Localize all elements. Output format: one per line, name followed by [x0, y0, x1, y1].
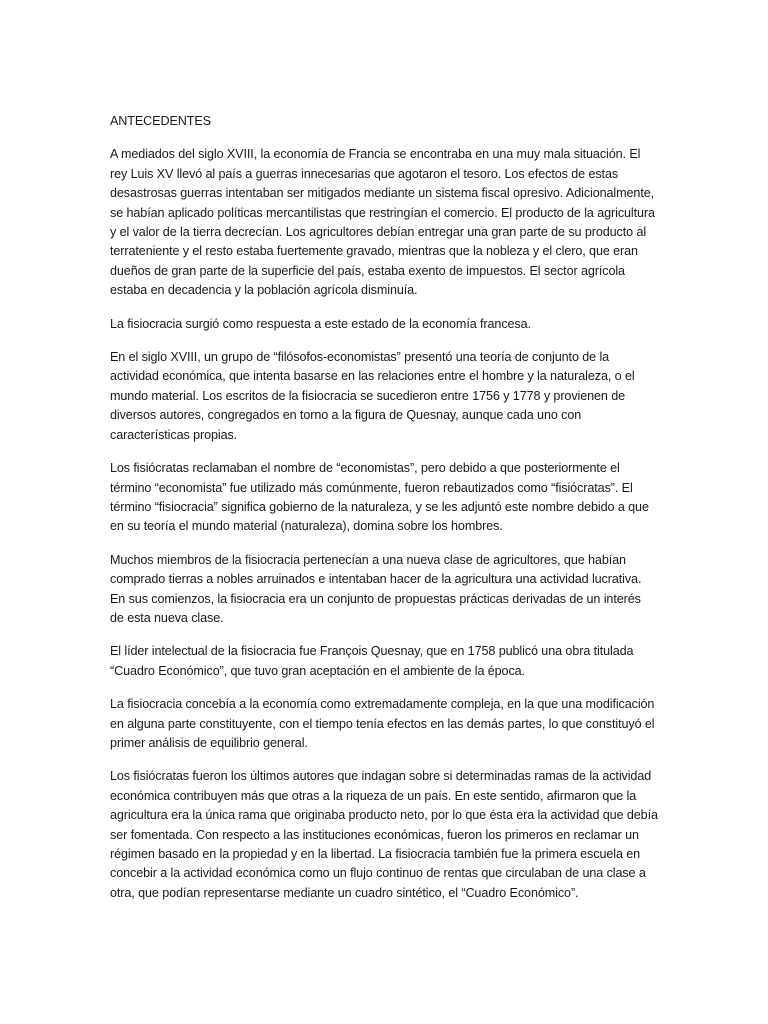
paragraph-2: La fisiocracia surgió como respuesta a este estado de la economía francesa.: [110, 316, 531, 331]
paragraph-5: Muchos miembros de la fisiocracia pertenecían a una nueva clase de agricultores, que habían comprado tierras a nobles arruinados e intentaban hacer de la agricultura una actividad lucrativa. En sus comienzos, la fisiocracia era un conjunto de propuestas prácticas derivadas de un interés de esta nueva clase.: [110, 552, 642, 625]
paragraph-7: La fisiocracia concebía a la economía como extremadamente compleja, en la que una modificación en alguna parte constituyente, con el tiempo tenía efectos en las demás partes, lo que constituyó el primer análisis de equilibrio general.: [110, 697, 655, 750]
paragraph-6: El líder intelectual de la fisiocracia fue François Quesnay, que en 1758 publicó una obra titulada “Cuadro Económico”, que tuvo gran aceptación en el ambiente de la época.: [110, 644, 634, 678]
section-heading: ANTECEDENTES: [110, 114, 211, 128]
paragraph-1: A mediados del siglo XVIII, la economía de Francia se encontraba en una muy mala situación. El rey Luis XV llevó al país a guerras innecesarias que agotaron el tesoro. Los efectos de estas desastrosas guerras intentaban ser mitigados mediante un sistema fiscal opresivo. Adicionalmente, se habían aplicado políticas mercantilistas que restringían el comercio. El producto de la agricultura y el valor de la tierra decrecían. Los agricultores debían entregar una gran parte de su producto al terrateniente y el resto estaba fuertemente gravado, mientras que la nobleza y el clero, que eran dueños de gran parte de la superficie del país, estaba exento de impuestos. El sector agrícola estaba en decadencia y la población agrícola disminuía.: [110, 147, 655, 298]
paragraph-8: Los fisiócratas fueron los últimos autores que indagan sobre si determinadas ramas de la actividad económica contribuyen más que otras a la riqueza de un país. En este sentido, afirmaron que la agricultura era la única rama que originaba producto neto, por lo que ésta era la actividad que debía ser fomentada. Con respecto a las instituciones económicas, fueron los primeros en reclamar un régimen basado en la propiedad y en la libertad. La fisiocracia también fue la primera escuela en concebir a la actividad económica como un flujo continuo de rentas que circulaban de una clase a otra, que podían representarse mediante un cuadro sintético, el “Cuadro Económico”.: [110, 769, 658, 900]
document-page: [110, 112, 658, 917]
paragraph-4: Los fisiócratas reclamaban el nombre de “economistas”, pero debido a que posteriormente el término “economista” fue utilizado más comúnmente, fueron rebautizados como “fisiócratas”. El término “fisiocracia” significa gobierno de la naturaleza, y se les adjuntó este nombre debido a que en su teoría el mundo material (naturaleza), domina sobre los hombres.: [110, 461, 649, 534]
paragraph-3: En el siglo XVIII, un grupo de “filósofos-economistas” presentó una teoría de conjunto de la actividad económica, que intenta basarse en las relaciones entre el hombre y la naturaleza, o el mundo material. Los escritos de la fisiocracia se sucedieron entre 1756 y 1778 y provienen de diversos autores, congregados en torno a la figura de Quesnay, aunque cada uno con características propias.: [110, 350, 635, 442]
